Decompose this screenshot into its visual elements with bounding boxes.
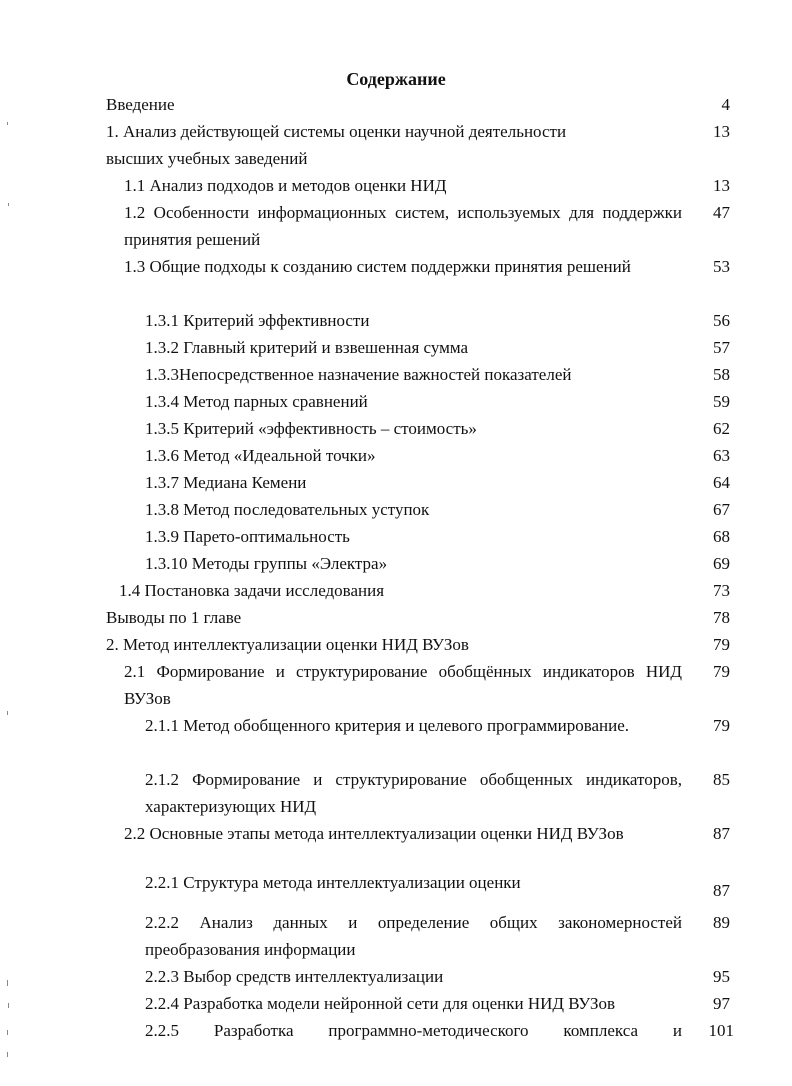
toc-entry (0, 199, 792, 253)
toc-entry-title: 1.3.9 Парето-оптимальность (145, 527, 350, 546)
toc-entry-title: 2.2.3 Выбор средств интеллектуализации (145, 967, 444, 986)
toc-page-number: 85 (713, 770, 730, 789)
toc-page-number: 78 (713, 608, 730, 627)
toc-entry-title: 1.3.4 Метод парных сравнений (145, 392, 368, 411)
toc-page-number: 53 (713, 257, 730, 276)
toc-entry (0, 631, 792, 658)
toc-page-number: 4 (721, 95, 730, 114)
toc-entry-title: Выводы по 1 главе (106, 608, 242, 627)
toc-entry (0, 496, 792, 523)
toc-page-number: 87 (713, 881, 730, 900)
toc-entry-title: 1.1 Анализ подходов и методов оценки НИД (124, 176, 447, 195)
toc-entry (0, 658, 792, 712)
toc-page-number: 67 (713, 500, 730, 519)
toc-entry-title: 1.3.7 Медиана Кемени (145, 473, 307, 492)
toc-entry (0, 91, 792, 118)
toc-entry-title: 2.2.4 Разработка модели нейронной сети для оценки НИД ВУЗов (145, 994, 616, 1013)
toc-entry-title: 1.3.6 Метод «Идеальной точки» (145, 446, 376, 465)
toc-page-number: 69 (713, 554, 730, 573)
toc-entry (0, 415, 792, 442)
toc-entry (0, 1017, 792, 1044)
toc-entry-title: 1.3.5 Критерий «эффективность – стоимость» (145, 419, 477, 438)
toc-page-number: 13 (713, 122, 730, 141)
toc-page-number: 59 (713, 392, 730, 411)
toc-page-number: 58 (713, 365, 730, 384)
toc-entry-title: 2. Метод интеллектуализации оценки НИД ВУЗов (106, 635, 469, 654)
toc-entry-title: 1.3.10 Методы группы «Электра» (145, 554, 388, 573)
toc-page-number: 95 (713, 967, 730, 986)
toc-entry (0, 334, 792, 361)
toc-page-number: 13 (713, 176, 730, 195)
toc-entry (0, 442, 792, 469)
toc-entry-title: 1.2 Особенности информационных систем, используемых для поддержки принятия решений (124, 203, 682, 249)
toc-entry (0, 577, 792, 604)
toc-entry (0, 604, 792, 631)
toc-entry (0, 990, 792, 1017)
toc-entry (0, 361, 792, 388)
toc-entry-title: 1.3.8 Метод последовательных уступок (145, 500, 430, 519)
toc-entry-title: 1.4 Постановка задачи исследования (119, 581, 385, 600)
page-title: Содержание (346, 69, 446, 89)
toc-entry (0, 469, 792, 496)
toc-page-number: 57 (713, 338, 730, 357)
toc-entry-title: Введение (106, 95, 175, 114)
toc-entry-title: 1.3.1 Критерий эффективности (145, 311, 370, 330)
toc-page-number: 89 (713, 913, 730, 932)
toc-page-number: 68 (713, 527, 730, 546)
toc-entry (0, 523, 792, 550)
toc-entry (0, 388, 792, 415)
toc-entry (0, 874, 792, 909)
toc-page-number: 47 (713, 203, 730, 222)
scan-mark (7, 1052, 8, 1057)
toc-entry-title: 2.1.1 Метод обобщенного критерия и целевого программирование. (145, 716, 630, 735)
toc-entry-title: 2.2 Основные этапы метода интеллектуализации оценки НИД ВУЗов (124, 824, 624, 843)
toc-entry-title: 1.3.3Непосредственное назначение важностей показателей (145, 365, 572, 384)
toc-page-number: 97 (713, 994, 730, 1013)
toc-entry-title: 2.2.2 Анализ данных и определение общих закономерностей преобразования информации (145, 913, 682, 959)
toc-page-number: 79 (713, 635, 730, 654)
toc-entry-title: 2.1.2 Формирование и структурирование обобщенных индикаторов, характеризующих НИД (145, 770, 682, 816)
toc-entry-title: 1.3 Общие подходы к созданию систем поддержки принятия решений (124, 257, 631, 276)
toc-entry-title: 1.3.2 Главный критерий и взвешенная сумма (145, 338, 469, 357)
toc-entry (0, 307, 792, 334)
toc-page-number: 64 (713, 473, 730, 492)
toc-page-number: 79 (713, 716, 730, 735)
toc-page-number: 87 (713, 824, 730, 843)
toc-entry (0, 172, 792, 199)
toc-entry-title: 2.2.5 Разработка программно-методического комплекса и (145, 1021, 682, 1040)
toc-entry (0, 253, 792, 307)
toc-page-number: 73 (713, 581, 730, 600)
toc-page-number: 62 (713, 419, 730, 438)
table-of-contents (0, 91, 792, 1044)
toc-page-number: 63 (713, 446, 730, 465)
toc-entry (0, 909, 792, 963)
toc-entry (0, 820, 792, 874)
toc-page-number: 56 (713, 311, 730, 330)
toc-page-number: 79 (713, 662, 730, 681)
toc-entry-title: 2.2.1 Структура метода интеллектуализации оценки (145, 873, 521, 892)
toc-entry-title: 1. Анализ действующей системы оценки научной деятельности высших учебных заведений (106, 122, 567, 168)
toc-entry (0, 963, 792, 990)
toc-page-number: 101 (708, 1021, 734, 1040)
toc-entry (0, 766, 792, 820)
toc-entry (0, 712, 792, 766)
toc-entry (0, 118, 792, 172)
toc-entry (0, 550, 792, 577)
toc-entry-title: 2.1 Формирование и структурирование обобщённых индикаторов НИД ВУЗов (124, 662, 682, 708)
